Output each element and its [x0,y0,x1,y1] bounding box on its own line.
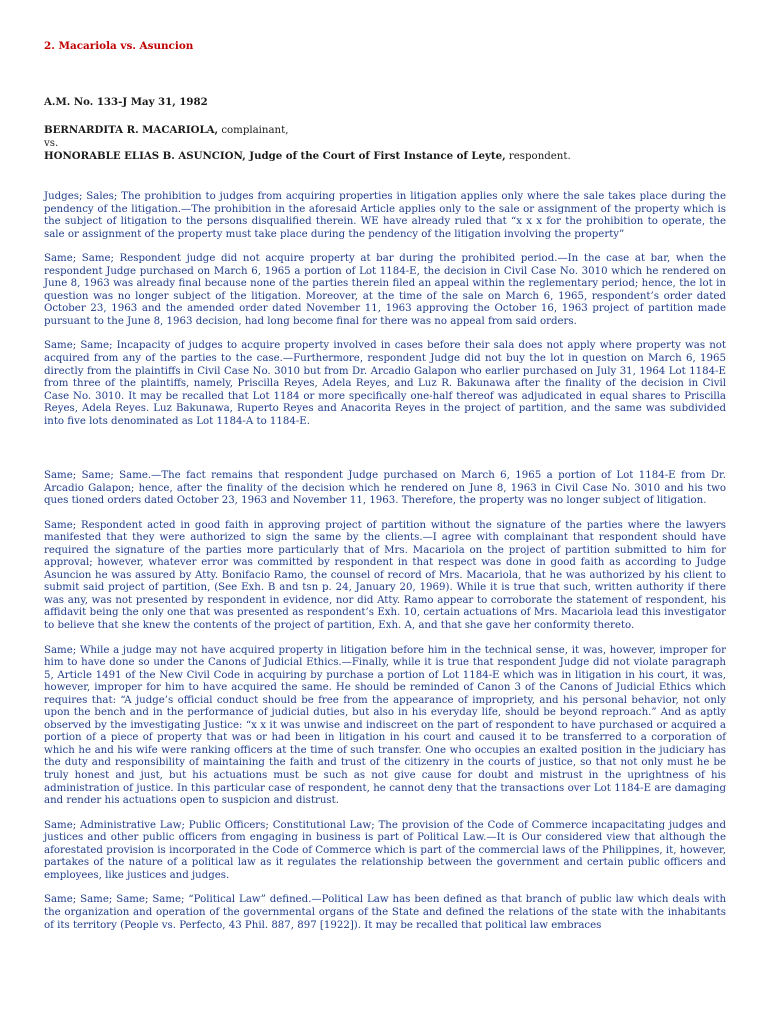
respondent-name: HONORABLE ELIAS B. ASUNCION, Judge of the Court of First Instance of Leyte, [44,150,506,163]
case-number: A.M. No. 133-J May 31, 1982 [44,96,208,108]
headnotes-section-1 [44,191,726,428]
headnotes-section-2 [44,470,726,932]
respondent-role: respondent. [505,151,571,163]
headnote-paragraph: Same; Same; Same; Same; “Political Law” defined.—Political Law has been defined as that branch of public law which deals with the organization and operation of the governmental organs of the State and defined the relations of the state with the inhabitants of its territory (People vs. Perfecto, 43 Phil. 887, 897 [1922]). It may be recalled that political law embraces [44,894,726,931]
versus-line: vs. [44,137,59,149]
headnote-paragraph: Same; Administrative Law; Public Officers; Constitutional Law; The provision of the Code of Commerce incapacitating judges and justices and other public officers from engaging in business is part of Political Law.—It is Our considered view that although the aforestated provision is incorporated in the Code of Commerce which is part of the commercial laws of the Philippines, it, however, partakes of the nature of a political law as it regulates the relationship between the government and certain public officers and employees, like justices and judges. [44,819,726,881]
headnote-paragraph: Same; Respondent acted in good faith in approving project of partition without the signature of the parties where the lawyers manifested that they were authorized to sign the same by the clients.—I agree with complainant that respondent should have required the signature of the parties more particularly that of Mrs. Macariola on the project of partition submitted to him for approval; however, whatever error was committed by respondent in that respect was done in good faith as according to Judge Asuncion he was assured by Atty. Bonifacio Ramo, the counsel of record of Mrs. Macariola, that he was authorized by his client to submit said project of partition, (See Exh. B and tsn p. 24, January 20, 1969). While it is true that such, written authority if there was any, was not presented by respondent in evidence, nor did Atty. Ramo appear to corroborate the statement of respondent, his affidavit being the only one that was presented as respondent’s Exh. 10, certain actuations of Mrs. Macariola lead this investigator to believe that she knew the contents of the project of partition, Exh. A, and that she gave her conformity thereto. [44,519,726,632]
headnote-paragraph: Judges; Sales; The prohibition to judges from acquiring properties in litigation applies only where the sale takes place during the pendency of the litigation.—The prohibition in the aforesaid Article applies only to the sale or assignment of the property which is the subject of litigation to the persons disqualified therein. WE have already ruled that “x x x for the prohibition to operate, the sale or assignment of the property must take place during the pendency of the litigation involving the property” [44,191,726,240]
headnote-paragraph: Same; Same; Same.—The fact remains that respondent Judge purchased on March 6, 1965 a portion of Lot 1184-E from Dr. Arcadio Galapon; hence, after the finality of the decision which he rendered on June 8, 1963 in Civil Case No. 3010 and his two ques tioned orders dated October 23, 1963 and November 11, 1963. Therefore, the property was no longer subject of litigation. [44,470,726,507]
headnote-paragraph: Same; Same; Incapacity of judges to acquire property involved in cases before their sala does not apply where property was not acquired from any of the parties to the case.—Furthermore, respondent Judge did not buy the lot in question on March 6, 1965 directly from the plaintiffs in Civil Case No. 3010 but from Dr. Arcadio Galapon who earlier purchased on July 31, 1964 Lot 1184-E from three of the plaintiffs, namely, Priscilla Reyes, Adela Reyes, and Luz R. Bakunawa after the finality of the decision in Civil Case No. 3010. It may be recalled that Lot 1184 or more specifically one-half thereof was adjudicated in equal shares to Priscilla Reyes, Adela Reyes. Luz Bakunawa, Ruperto Reyes and Anacorita Reyes in the project of partition, and the same was subdivided into five lots denominated as Lot 1184-A to 1184-E. [44,340,726,427]
complainant-name: BERNARDITA R. MACARIOLA, [44,124,219,136]
case-parties [44,124,726,164]
headnote-paragraph: Same; While a judge may not have acquired property in litigation before him in the technical sense, it was, however, improper for him to have done so under the Canons of Judicial Ethics.—Finally, while it is true that respondent Judge did not violate paragraph 5, Article 1491 of the New Civil Code in acquiring by purchase a portion of Lot 1184-E which was in litigation in his court, it was, however, improper for him to have acquired the same. He should be reminded of Canon 3 of the Canons of Judicial Ethics which requires that: “A judge’s official conduct should be free from the appearance of impropriety, and his personal behavior, not only upon the bench and in the performance of judicial duties, but also in his everyday life, should be beyond reproach.” And as aptly observed by the imvestigating Justice: “x x it was unwise and indiscreet on the part of respondent to have purchased or acquired a portion of a piece of property that was or had been in litigation in his court and caused it to be transferred to a corporation of which he and his wife were ranking officers at the time of such transfer. One who occupies an exalted position in the judiciary has the duty and responsibility of maintaining the faith and trust of the citizenry in the courts of justice, so that not only must he be truly honest and just, but his actuations must be such as not give cause for doubt and mistrust in the uprightness of his administration of justice. In this particular case of respondent, he cannot deny that the transactions over Lot 1184-E are damaging and render his actuations open to suspicion and distrust. [44,644,726,807]
headnote-paragraph: Same; Same; Respondent judge did not acquire property at bar during the prohibited period.—In the case at bar, when the respondent Judge purchased on March 6, 1965 a portion of Lot 1184-E, the decision in Civil Case No. 3010 which he rendered on June 8, 1963 was already final because none of the parties therein filed an appeal within the reglementary period; hence, the lot in question was no longer subject of the litigation. Moreover, at the time of the sale on March 6, 1965, respondent’s order dated October 23, 1963 and the amended order dated November 11, 1963 approving the October 16, 1963 project of partition made pursuant to the June 8, 1963 decision, had long become final for there was no appeal from said orders. [44,253,726,327]
case-title: 2. Macariola vs. Asuncion [44,40,194,52]
respondent-line [44,150,726,164]
complainant-line [44,124,726,138]
complainant-role: complainant, [218,125,289,136]
